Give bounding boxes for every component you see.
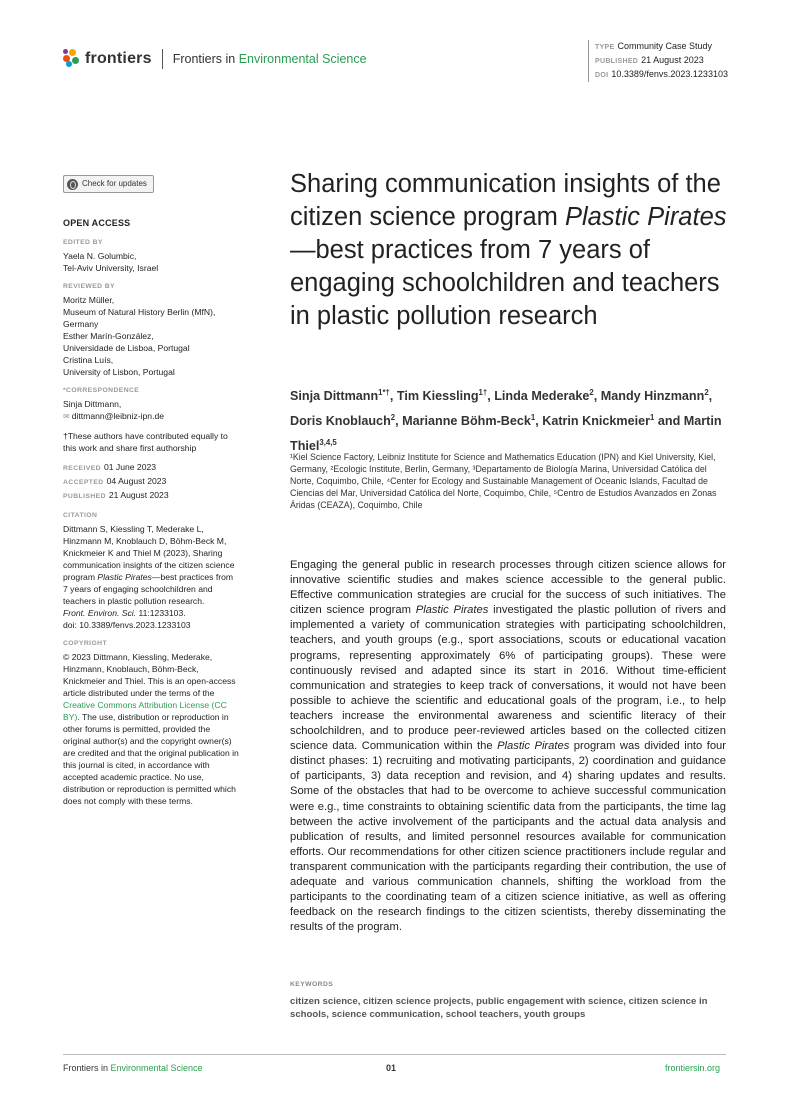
dates-block: RECEIVED 01 June 2023 ACCEPTED 04 August 2023 PUBLISHED 21 August 2023 xyxy=(63,462,169,500)
author-affiliation-marker: 1*† xyxy=(378,388,390,397)
keywords: citizen science, citizen science projects, public engagement with science, citizen science in schools, science communication, school teachers, youth groups xyxy=(290,996,708,1020)
check-updates-icon xyxy=(67,179,78,190)
author-name[interactable]: Linda Mederake xyxy=(494,389,590,404)
author-name[interactable]: Marianne Böhm-Beck xyxy=(402,414,531,429)
author-name[interactable]: Tim Kiessling xyxy=(396,389,479,404)
footer-journal: Frontiers in Environmental Science xyxy=(63,1063,203,1073)
author-name[interactable]: Mandy Hinzmann xyxy=(600,389,705,404)
affiliations: ¹Kiel Science Factory, Leibniz Institute for Science and Mathematics Education (IPN) and Kiel University, Kiel, Germany, ²Ecologic Institute, Berlin, Germany, ³Departamento de Biología Marina, Universidad Católica del Norte, Coquimbo, Chile, ⁴Center for Ecology and Sustainable Management of Oceanic Islands, Facultad de Ciencias del Mar, Universidad Católica del Norte, Coquimbo, Chile, ⁵Centro de Estudios Avanzados en Zonas Áridas (CEAZA), Coquimbo, Chile xyxy=(290,452,717,510)
author-affiliation-marker: 1† xyxy=(478,388,488,397)
copyright-label: COPYRIGHT xyxy=(63,640,108,647)
article-meta: TYPE Community Case Study PUBLISHED 21 August 2023 DOI 10.3389/fenvs.2023.1233103 xyxy=(588,40,728,82)
page-number: 01 xyxy=(386,1063,397,1073)
doi[interactable]: 10.3389/fenvs.2023.1233103 xyxy=(611,69,728,79)
author-name[interactable]: Doris Knoblauch xyxy=(290,414,391,429)
sidebar xyxy=(63,175,239,807)
correspondence-block: Sinja Dittmann, ✉ dittmann@leibniz-ipn.de xyxy=(63,399,165,421)
brand-name: frontiers xyxy=(85,50,152,67)
author-name[interactable]: Katrin Knickmeier xyxy=(542,414,651,429)
author-list: Sinja Dittmann$^{1*\dagger}$, Tim Kiessling$^{1\dagger}$, Linda Mederake$^2$, Mandy Hinzmann$^2$, Doris Knoblauch$^2$, Marianne Böhm-Beck$^1$, Katrin Knickmeier$^1$ and Martin Thiel$^{3,4,5}$ xyxy=(290,388,722,454)
author-name[interactable]: Martin Thiel xyxy=(290,414,722,454)
abstract: Engaging the general public in research processes through citizen science allows for innovative scientific studies and makes science accessible to the general public. Effective communication strategies are crucial for the success of such initiatives. The citizen science program Plastic Pirates investigated the plastic pollution of rivers and implemented a variety of communication strategies with participating schoolchildren, teachers, and youth groups (e.g., sport associations, scouts or educational vacation programs, representing approximately 6% of participating groups). These were continuously revised and adapted since its start in 2016. Without time-efficient communication and strategies to keep track of conversations, it would not have been possible to achieve the scientific and educational goals of the program, i.e., to help teachers increase the environmental awareness and scientific literacy of their schoolchildren, and to produce peer-reviewed articles based on the collected citizen science data. Communication within the Plastic Pirates program was divided into four distinct phases: 1) recruiting and motivating participants, 2) coordination and guidance of participants, 3) data reception and revision, and 4) sharing updates and results. Some of the obstacles that had to be overcome to achieve successful communication were e.g., time constraints to obtaining scientific data from the participants, the time lag between the active involvement of the participants and the actual data analysis and publication of results, and limited personnel resources available for communication efforts. Our recommendations for other citizen science practitioners include regular and transparent communication with the participants regarding their contribution, the use of adequate and various communication channels, shifting the workload from the participants to the coordinating team of a citizen science initiative, as well as offering feedback on the research findings to the citizen scientists, thereby disseminating the results of the program. xyxy=(290,559,726,934)
author-affiliation-marker: 3,4,5 xyxy=(319,438,337,448)
correspondence-label: *CORRESPONDENCE xyxy=(63,387,140,394)
author-affiliation-marker: 2 xyxy=(704,388,709,397)
frontiers-logo[interactable] xyxy=(63,47,367,71)
author-affiliation-marker: 1 xyxy=(650,413,655,423)
author-affiliation-marker: 2 xyxy=(390,413,396,423)
logo-divider xyxy=(162,49,163,69)
footer-divider xyxy=(63,1054,726,1055)
article-type: Community Case Study xyxy=(617,41,713,51)
footer-site-link[interactable]: frontiersin.org xyxy=(665,1063,721,1073)
correspondence-email[interactable]: dittmann@leibniz-ipn.de xyxy=(71,411,165,421)
citation-text: Dittmann S, Kiessling T, Mederake L, Hinzmann M, Knoblauch D, Böhm-Beck M, Knickmeier K and Thiel M (2023), Sharing communication insights of the citizen science program Plastic Pirates—best practices from 7 years of engaging schoolchildren and teachers in plastic pollution research. Front. Environ. Sci. 11:1233103. doi: 10.3389/fenvs.2023.1233103 xyxy=(63,524,235,630)
edited-by-label: EDITED BY xyxy=(63,239,103,246)
citation-label: CITATION xyxy=(63,512,98,519)
published-date: 21 August 2023 xyxy=(641,55,704,65)
cc-by-license-link[interactable]: Creative Commons Attribution License (CC BY) xyxy=(63,700,227,722)
reviewers-block: Moritz Müller, Museum of Natural History Berlin (MfN), Germany Esther Marín-González, Universidade de Lisboa, Portugal Cristina Luís, University of Lisbon, Portugal xyxy=(63,295,216,377)
frontiers-logo-icon xyxy=(63,49,81,69)
author-affiliation-marker: 1 xyxy=(530,413,536,423)
journal-name: Frontiers in Environmental Science xyxy=(172,52,367,66)
article-title: Sharing communication insights of the citizen science program Plastic Pirates—best practices from 7 years of engaging schoolchildren and teachers in plastic pollution research xyxy=(290,170,727,330)
check-for-updates-button[interactable]: Check for updates xyxy=(63,175,154,193)
equal-contribution-note: †These authors have contributed equally to this work and share first authorship xyxy=(63,431,228,453)
author-name[interactable]: Sinja Dittmann xyxy=(290,389,379,404)
open-access-label: OPEN ACCESS xyxy=(63,218,131,228)
copyright-text: © 2023 Dittmann, Kiessling, Mederake, Hinzmann, Knoblauch, Böhm-Beck, Knickmeier and Thiel. This is an open-access article distributed under the terms of the Creative Commons Attribution License (CC BY). The use, distribution or reproduction in other forums is permitted, provided the original author(s) and the copyright owner(s) are credited and that the original publication in this journal is cited, in accordance with accepted academic practice. No use, distribution or reproduction is permitted which does not comply with these terms. xyxy=(63,652,239,806)
author-affiliation-marker: 2 xyxy=(589,388,594,397)
keywords-label: KEYWORDS xyxy=(290,981,334,988)
editor-block: Yaela N. Golumbic, Tel-Aviv University, Israel xyxy=(63,251,159,273)
reviewed-by-label: REVIEWED BY xyxy=(63,283,115,290)
mail-icon: ✉ xyxy=(63,412,70,421)
